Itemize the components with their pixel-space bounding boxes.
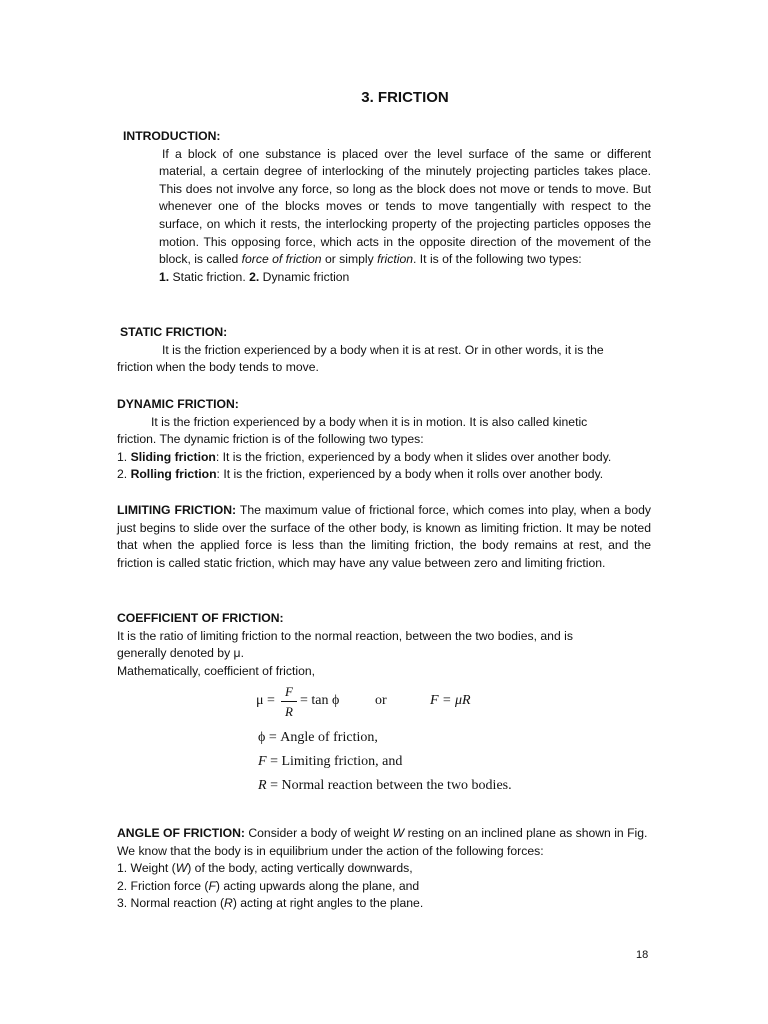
force-item-friction-b: ) acting upwards along the plane, and	[215, 878, 420, 893]
definition-r-text: = Normal reaction between the two bodies.	[266, 778, 512, 793]
type-dynamic: Dynamic friction	[259, 269, 350, 284]
rolling-number: 2.	[117, 467, 128, 482]
eq-mu: μ =	[256, 693, 275, 708]
definition-phi-text: = Angle of friction,	[265, 730, 378, 745]
rolling-text: : It is the friction, experienced by a body when it rolls over another body.	[216, 467, 604, 482]
dynamic-type-rolling	[117, 466, 651, 484]
static-friction-section	[117, 324, 651, 377]
force-item-normal-symbol: R	[224, 896, 233, 911]
angle-weight-symbol: W	[392, 826, 405, 840]
force-item-weight-symbol: W	[175, 861, 188, 876]
coefficient-section	[117, 610, 651, 680]
eq-right: F = μR	[430, 693, 471, 708]
coefficient-line2: generally denoted by μ.	[117, 646, 244, 661]
force-item-normal	[117, 895, 651, 913]
eq-fraction-bar	[281, 701, 297, 702]
eq-numerator: F	[285, 684, 293, 699]
angle-of-friction-section	[117, 825, 651, 913]
friction-types-line	[117, 269, 651, 287]
definition-f-text: = Limiting friction, and	[266, 754, 403, 769]
force-item-friction-a: 2. Friction force (	[117, 878, 209, 893]
rolling-term: Rolling friction	[130, 467, 217, 482]
term-force-of-friction: force of friction	[241, 252, 322, 267]
page-number: 18	[636, 949, 649, 961]
static-friction-line1: It is the friction experienced by a body when it is at rest. Or in other words, it is the	[162, 342, 604, 357]
force-item-normal-a: 3. Normal reaction (	[117, 896, 225, 911]
force-item-friction-symbol: F	[208, 878, 216, 893]
force-item-weight-b: ) of the body, acting vertically downwards,	[187, 861, 413, 876]
sliding-text: : It is the friction, experienced by a body when it slides over another body.	[215, 449, 612, 464]
sliding-term: Sliding friction	[130, 449, 216, 464]
force-item-friction	[117, 878, 651, 896]
dynamic-friction-section	[117, 396, 651, 484]
intro-text-end: . It is of the following two types:	[413, 252, 582, 267]
chapter-title: 3. FRICTION	[361, 89, 449, 106]
introduction-paragraph	[117, 146, 651, 269]
angle-paragraph	[117, 825, 651, 860]
definition-f	[258, 754, 402, 770]
symbol-phi: ϕ	[258, 730, 266, 745]
force-item-weight	[117, 860, 651, 878]
eq-or: or	[375, 693, 387, 708]
introduction-section	[117, 128, 651, 286]
coefficient-line3: Mathematically, coefficient of friction,	[117, 663, 316, 678]
dynamic-friction-line1: It is the friction experienced by a body when it is in motion. It is also called kinetic	[151, 414, 588, 429]
dynamic-friction-line2: friction. The dynamic friction is of the following two types:	[117, 432, 424, 447]
force-item-normal-b: ) acting at right angles to the plane.	[232, 896, 424, 911]
intro-connector: or simply	[321, 252, 378, 267]
symbol-f: F	[258, 754, 267, 769]
static-friction-line2: friction when the body tends to move.	[117, 360, 319, 375]
type-static: Static friction.	[169, 269, 250, 284]
eq-denominator: R	[285, 704, 293, 719]
type-number-1: 1.	[159, 269, 170, 284]
sliding-number: 1.	[117, 449, 128, 464]
symbol-r: R	[258, 778, 267, 793]
limiting-friction-heading: LIMITING FRICTION:	[117, 503, 237, 517]
angle-heading: ANGLE OF FRICTION:	[117, 826, 245, 840]
introduction-heading: INTRODUCTION:	[123, 129, 221, 143]
eq-tan: = tan ϕ	[300, 693, 340, 708]
limiting-friction-text: The maximum value of frictional force, which comes into play, when a body just begins to slide over the surface of the other body, is known as limiting friction. It may be noted that when the applied force is less than the limiting friction, the body remains at rest, and the friction is called static friction, which may have any value between zero and limiting friction.	[117, 503, 651, 570]
definition-r	[258, 778, 512, 794]
coefficient-line1: It is the ratio of limiting friction to the normal reaction, between the two bodies, and is	[117, 628, 573, 643]
force-item-weight-a: 1. Weight (	[117, 861, 176, 876]
type-number-2: 2.	[249, 269, 260, 284]
intro-text: If a block of one substance is placed over the level surface of the same or different material, a certain degree of interlocking of the minutely projecting particles takes place. This does not involve any force, so long as the block does not move or tends to move. But whenever one of the blocks moves or tends to move tangentially with respect to the surface, on which it rests, the interlocking property of the projecting particles opposes the motion. This opposing force, which acts in the opposite direction of the movement of the block, is called	[159, 146, 651, 267]
angle-text-a: Consider a body of weight	[244, 826, 393, 840]
dynamic-friction-heading: DYNAMIC FRICTION:	[117, 397, 239, 411]
definition-phi	[258, 730, 378, 746]
angle-text-b: resting on an inclined plane as shown in Fig. We know that the body is in equilibrium under the action of the following forces:	[117, 826, 648, 858]
static-friction-heading: STATIC FRICTION:	[120, 325, 228, 339]
dynamic-type-sliding	[117, 449, 651, 467]
coefficient-heading: COEFFICIENT OF FRICTION:	[117, 611, 284, 625]
term-friction: friction	[377, 252, 414, 267]
limiting-friction-section	[117, 502, 651, 572]
